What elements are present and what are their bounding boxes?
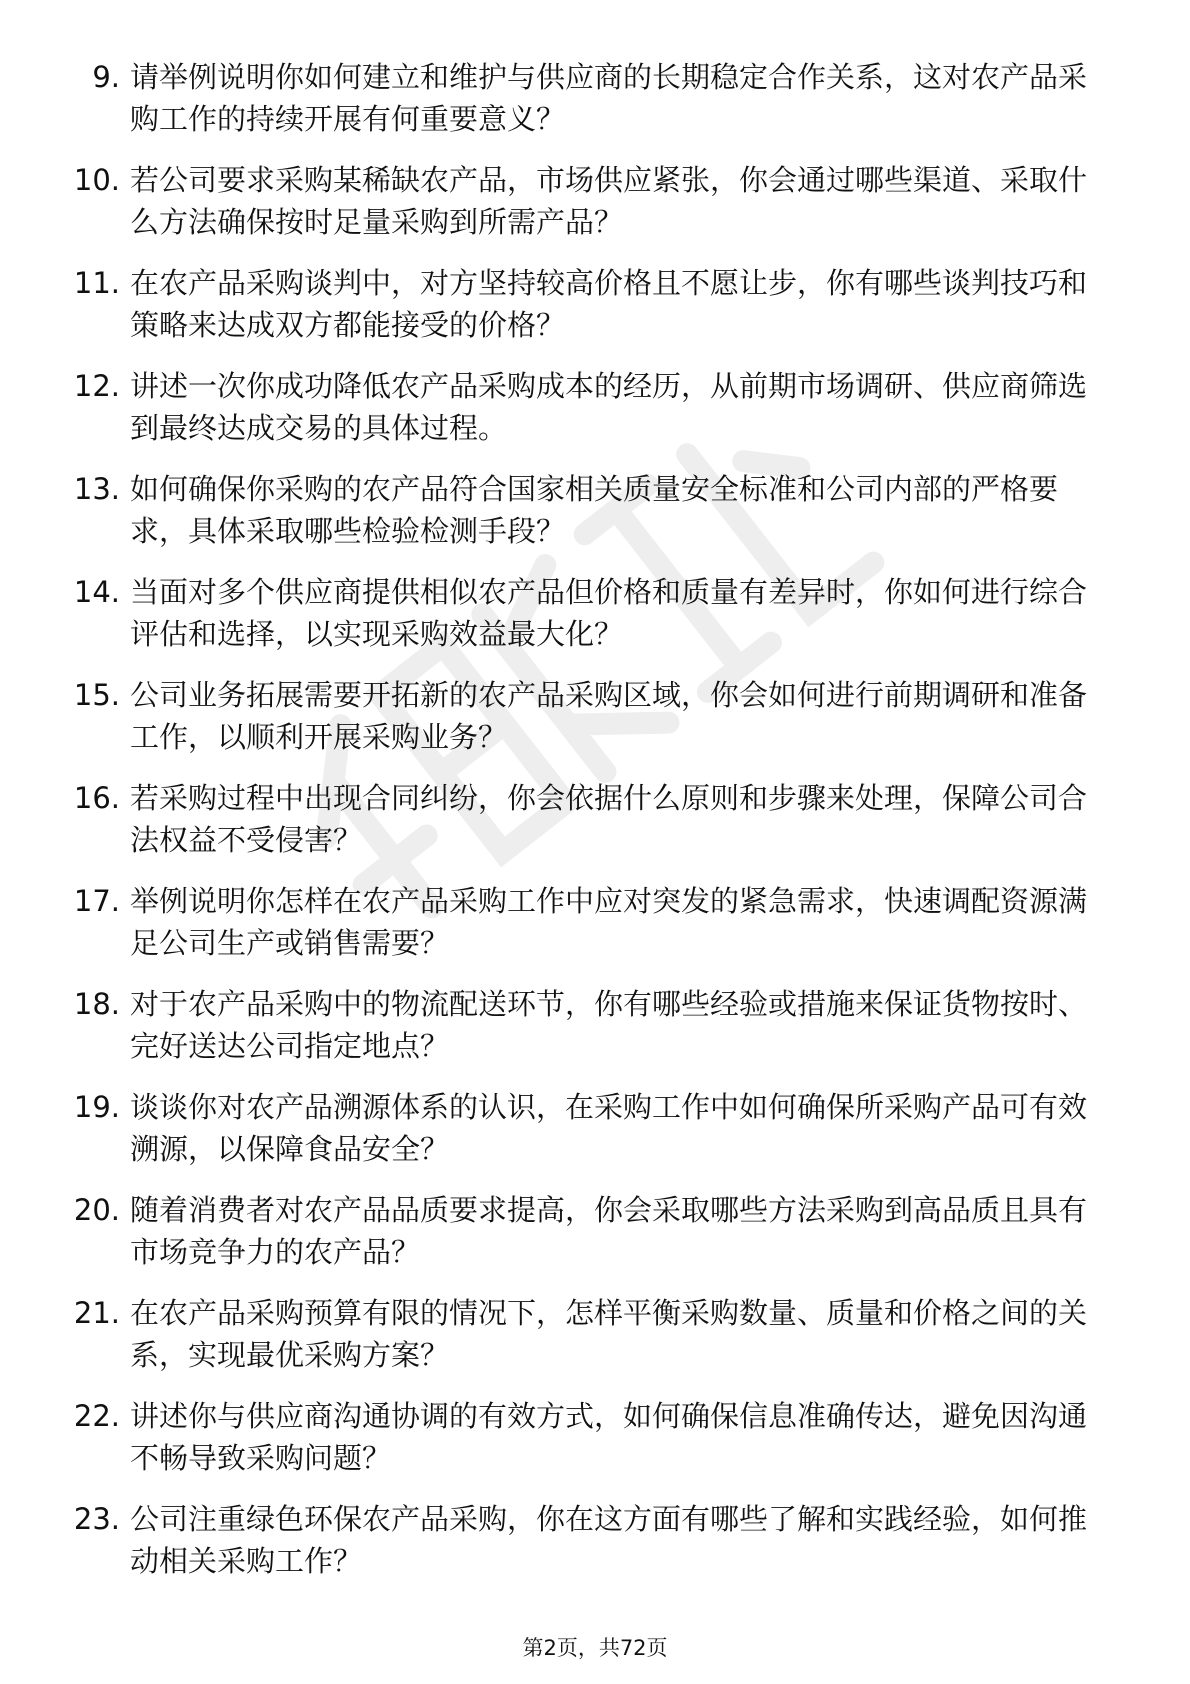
question-item (52, 777, 1112, 861)
question-text: 谈谈你对农产品溯源体系的认识，在采购工作中如何确保所采购产品可有效溯源，以保障食品安全？ (130, 1090, 1088, 1166)
question-number: 10. (73, 163, 120, 197)
question-list (52, 56, 1112, 1601)
question-item (52, 1292, 1112, 1376)
question-text: 在农产品采购谈判中，对方坚持较高价格且不愿让步，你有哪些谈判技巧和策略来达成双方都能接受的价格？ (130, 266, 1088, 342)
question-item (52, 880, 1112, 964)
question-text: 举例说明你怎样在农产品采购工作中应对突发的紧急需求，快速调配资源满足公司生产或销售需要？ (130, 884, 1088, 960)
question-number: 12. (73, 369, 120, 403)
question-text: 如何确保你采购的农产品符合国家相关质量安全标准和公司内部的严格要求，具体采取哪些检验检测手段？ (130, 472, 1059, 548)
question-item (52, 1498, 1112, 1582)
question-number: 16. (73, 781, 120, 815)
question-text: 在农产品采购预算有限的情况下，怎样平衡采购数量、质量和价格之间的关系，实现最优采购方案？ (130, 1296, 1088, 1372)
question-item (52, 262, 1112, 346)
question-item (52, 468, 1112, 552)
question-text: 随着消费者对农产品品质要求提高，你会采取哪些方法采购到高品质且具有市场竞争力的农产品？ (130, 1193, 1088, 1269)
question-text: 对于农产品采购中的物流配送环节，你有哪些经验或措施来保证货物按时、完好送达公司指定地点？ (130, 987, 1088, 1063)
question-number: 20. (73, 1193, 120, 1227)
question-text: 请举例说明你如何建立和维护与供应商的长期稳定合作关系，这对农产品采购工作的持续开展有何重要意义？ (130, 60, 1088, 136)
question-number: 15. (73, 678, 120, 712)
question-item (52, 1189, 1112, 1273)
question-item (52, 571, 1112, 655)
question-number: 19. (73, 1090, 120, 1124)
question-item (52, 983, 1112, 1067)
question-text: 讲述你与供应商沟通协调的有效方式，如何确保信息准确传达，避免因沟通不畅导致采购问题？ (130, 1399, 1088, 1475)
question-item (52, 674, 1112, 758)
page-footer: 第2页，共72页 (522, 1636, 668, 1660)
question-number: 13. (73, 472, 120, 506)
question-number: 14. (73, 575, 120, 609)
question-text: 若采购过程中出现合同纠纷，你会依据什么原则和步骤来处理，保障公司合法权益不受侵害？ (130, 781, 1088, 857)
question-text: 若公司要求采购某稀缺农产品，市场供应紧张，你会通过哪些渠道、采取什么方法确保按时足量采购到所需产品？ (130, 163, 1088, 239)
question-item (52, 365, 1112, 449)
question-number: 11. (73, 266, 120, 300)
question-item (52, 56, 1112, 140)
question-number: 9. (92, 60, 120, 94)
question-item (52, 159, 1112, 243)
question-text: 公司业务拓展需要开拓新的农产品采购区域，你会如何进行前期调研和准备工作，以顺利开展采购业务？ (130, 678, 1088, 754)
question-text: 讲述一次你成功降低农产品采购成本的经历，从前期市场调研、供应商筛选到最终达成交易的具体过程。 (130, 369, 1088, 445)
question-number: 21. (73, 1296, 120, 1330)
question-number: 18. (73, 987, 120, 1021)
question-item (52, 1395, 1112, 1479)
question-item (52, 1086, 1112, 1170)
question-text: 当面对多个供应商提供相似农产品但价格和质量有差异时，你如何进行综合评估和选择，以实现采购效益最大化？ (130, 575, 1088, 651)
question-number: 23. (73, 1502, 120, 1536)
question-number: 17. (73, 884, 120, 918)
question-text: 公司注重绿色环保农产品采购，你在这方面有哪些了解和实践经验，如何推动相关采购工作？ (130, 1502, 1088, 1578)
question-number: 22. (73, 1399, 120, 1433)
